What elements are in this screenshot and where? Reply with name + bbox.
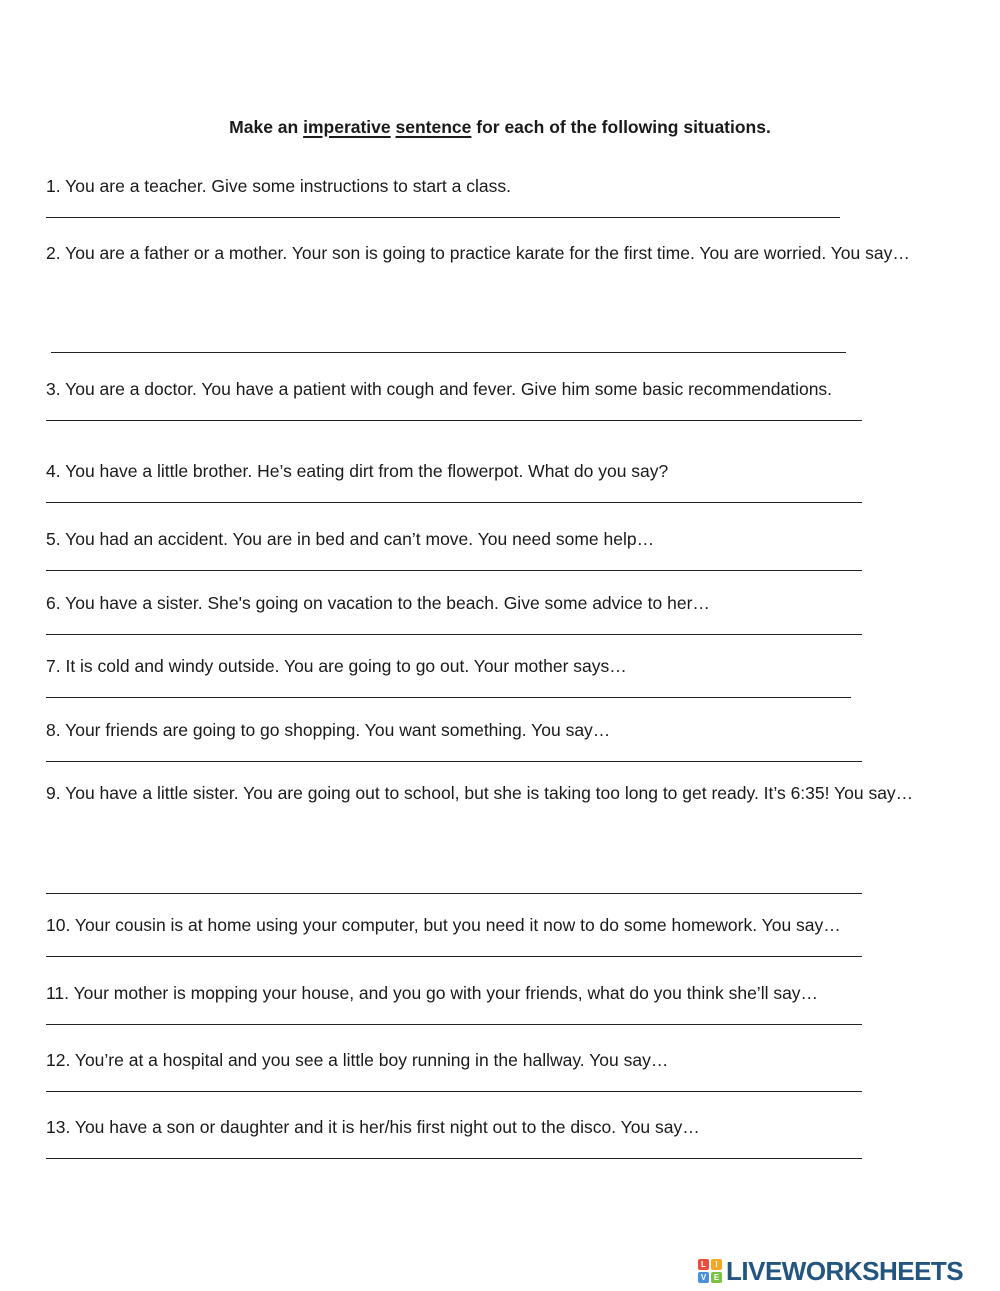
logo-cube-2: I [711, 1259, 722, 1270]
answer-line-11[interactable] [46, 1024, 862, 1025]
logo-cube-1: L [698, 1259, 709, 1270]
answer-line-4[interactable] [46, 502, 862, 503]
question-13: 13. You have a son or daughter and it is her/his first night out to the disco. You say… [46, 1117, 700, 1137]
question-11: 11. Your mother is mopping your house, and you go with your friends, what do you think she’ll say… [46, 983, 819, 1003]
question-2: 2. You are a father or a mother. Your son is going to practice karate for the first time. You are worried. You say… [46, 243, 910, 263]
liveworksheets-logo [698, 1256, 963, 1286]
logo-cube-3: V [698, 1272, 709, 1283]
logo-cubes-icon [698, 1259, 722, 1283]
title-underline-sentence: sentence [395, 117, 472, 137]
answer-line-7[interactable] [46, 697, 851, 698]
question-10: 10. Your cousin is at home using your computer, but you need it now to do some homework. You say… [46, 915, 841, 935]
title-underline-imperative: imperative [303, 117, 391, 137]
logo-text: LIVEWORKSHEETS [726, 1255, 964, 1286]
question-9: 9. You have a little sister. You are going out to school, but she is taking too long to get ready. It’s 6:35! You say… [46, 783, 914, 803]
answer-line-10[interactable] [46, 956, 862, 957]
answer-line-6[interactable] [46, 634, 862, 635]
worksheet-title: Make an imperative sentence for each of the following situations. [229, 117, 771, 137]
answer-line-8[interactable] [46, 761, 862, 762]
question-7: 7. It is cold and windy outside. You are going to go out. Your mother says… [46, 656, 627, 676]
logo-cube-4: E [711, 1272, 722, 1283]
question-5: 5. You had an accident. You are in bed and can’t move. You need some help… [46, 529, 655, 549]
answer-line-9[interactable] [46, 893, 862, 894]
question-1: 1. You are a teacher. Give some instructions to start a class. [46, 176, 511, 196]
answer-line-3[interactable] [46, 420, 862, 421]
question-4: 4. You have a little brother. He’s eating dirt from the flowerpot. What do you say? [46, 461, 669, 481]
question-3: 3. You are a doctor. You have a patient with cough and fever. Give him some basic recommendations. [46, 379, 833, 399]
answer-line-1[interactable] [46, 217, 840, 218]
answer-line-5[interactable] [46, 570, 862, 571]
question-12: 12. You’re at a hospital and you see a little boy running in the hallway. You say… [46, 1050, 669, 1070]
answer-line-12[interactable] [46, 1091, 862, 1092]
answer-line-2[interactable] [51, 352, 846, 353]
answer-line-13[interactable] [46, 1158, 862, 1159]
question-8: 8. Your friends are going to go shopping. You want something. You say… [46, 720, 611, 740]
question-6: 6. You have a sister. She's going on vacation to the beach. Give some advice to her… [46, 593, 710, 613]
